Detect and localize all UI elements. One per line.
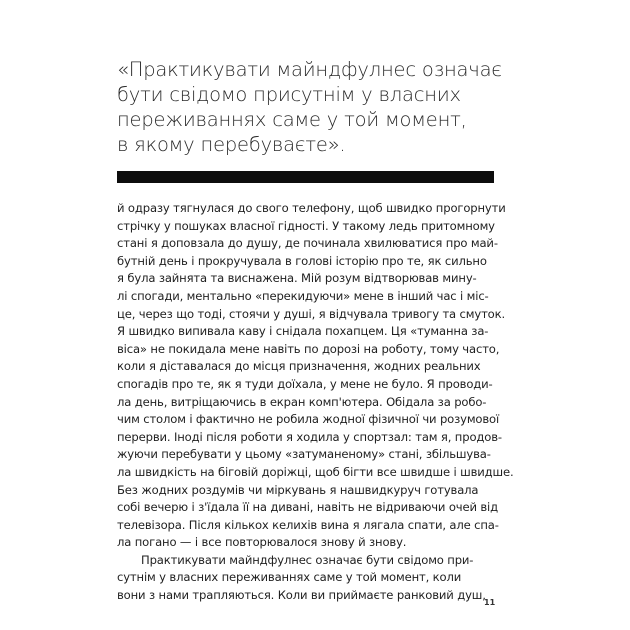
paragraph-start-line: Практикувати майндфулнес означає бути свідомо при- <box>141 552 474 567</box>
body-line: перерви. Іноді після роботи я ходила у спортзал: там я, продов- <box>117 429 502 444</box>
body-line: стані я доповзала до душу, де починала хвилюватися про май- <box>117 236 498 251</box>
body-line: ла погано — і все повторювалося знову й знову. <box>117 535 407 550</box>
page-number: 11 <box>484 598 496 607</box>
pull-quote-line: бути свідомо присутнім у власних <box>117 83 461 106</box>
body-line: Без жодних роздумів чи міркувань я нашвидкуруч готувала <box>117 482 479 497</box>
body-line: й одразу тягнулася до свого телефону, щоб швидко прогорнути <box>117 201 506 215</box>
body-line: Я швидко випивала каву і снідала похапцем. Ця «туманна за- <box>117 324 489 339</box>
body-line: спогадів про те, як я туди доїхала, у мене не було. Я проводи- <box>117 376 493 391</box>
body-line: лі спогади, ментально «перекидуючи» мене в інший час і міс- <box>117 288 489 303</box>
body-line: чим столом і фактично не робила жодної фізичної чи розумової <box>117 412 500 427</box>
body-line: віса» не покидала мене навіть по дорозі на роботу, тому часто, <box>117 341 500 356</box>
body-line: телевізора. Після кількох келихів вина я лягала спати, але спа- <box>117 517 499 532</box>
body-line: сутнім у власних переживаннях саме у той момент, коли <box>117 570 462 585</box>
body-line: бутній день і прокручувала в голові історію про те, як сильно <box>117 253 487 268</box>
body-line: я була зайнята та виснажена. Мій розум відтворював мину- <box>117 271 477 286</box>
pull-quote-line: «Практикувати майндфулнес означає <box>117 58 502 81</box>
body-line: собі вечерю і з'їдала її на дивані, навіть не відриваючи очей від <box>117 500 498 515</box>
pull-quote-line: переживаннях саме у той момент, <box>117 108 467 131</box>
body-text <box>117 200 514 605</box>
body-line: вони з нами трапляються. Коли ви приймаєте ранковий душ, <box>117 588 486 603</box>
body-line: коли я діставалася до місця призначення, жодних реальних <box>117 359 481 374</box>
pull-quote-line: в якому перебуваєте». <box>117 133 346 156</box>
body-line: ла швидкість на біговій доріжці, щоб бігти все швидше і швидше. <box>117 464 514 479</box>
body-line: стрічку у пошуках власної гідності. У такому ледь притомному <box>117 218 495 233</box>
body-line: ла день, витріщаючись в екран комп'ютера. Обідала за робо- <box>117 394 487 409</box>
body-line: жуючи перебувати у цьому «затуманеному» стані, збільшува- <box>117 447 491 462</box>
pull-quote <box>117 57 517 157</box>
body-line: це, через що тоді, стоячи у душі, я відчувала тривогу та смуток. <box>117 306 506 321</box>
divider-bar <box>117 171 494 183</box>
